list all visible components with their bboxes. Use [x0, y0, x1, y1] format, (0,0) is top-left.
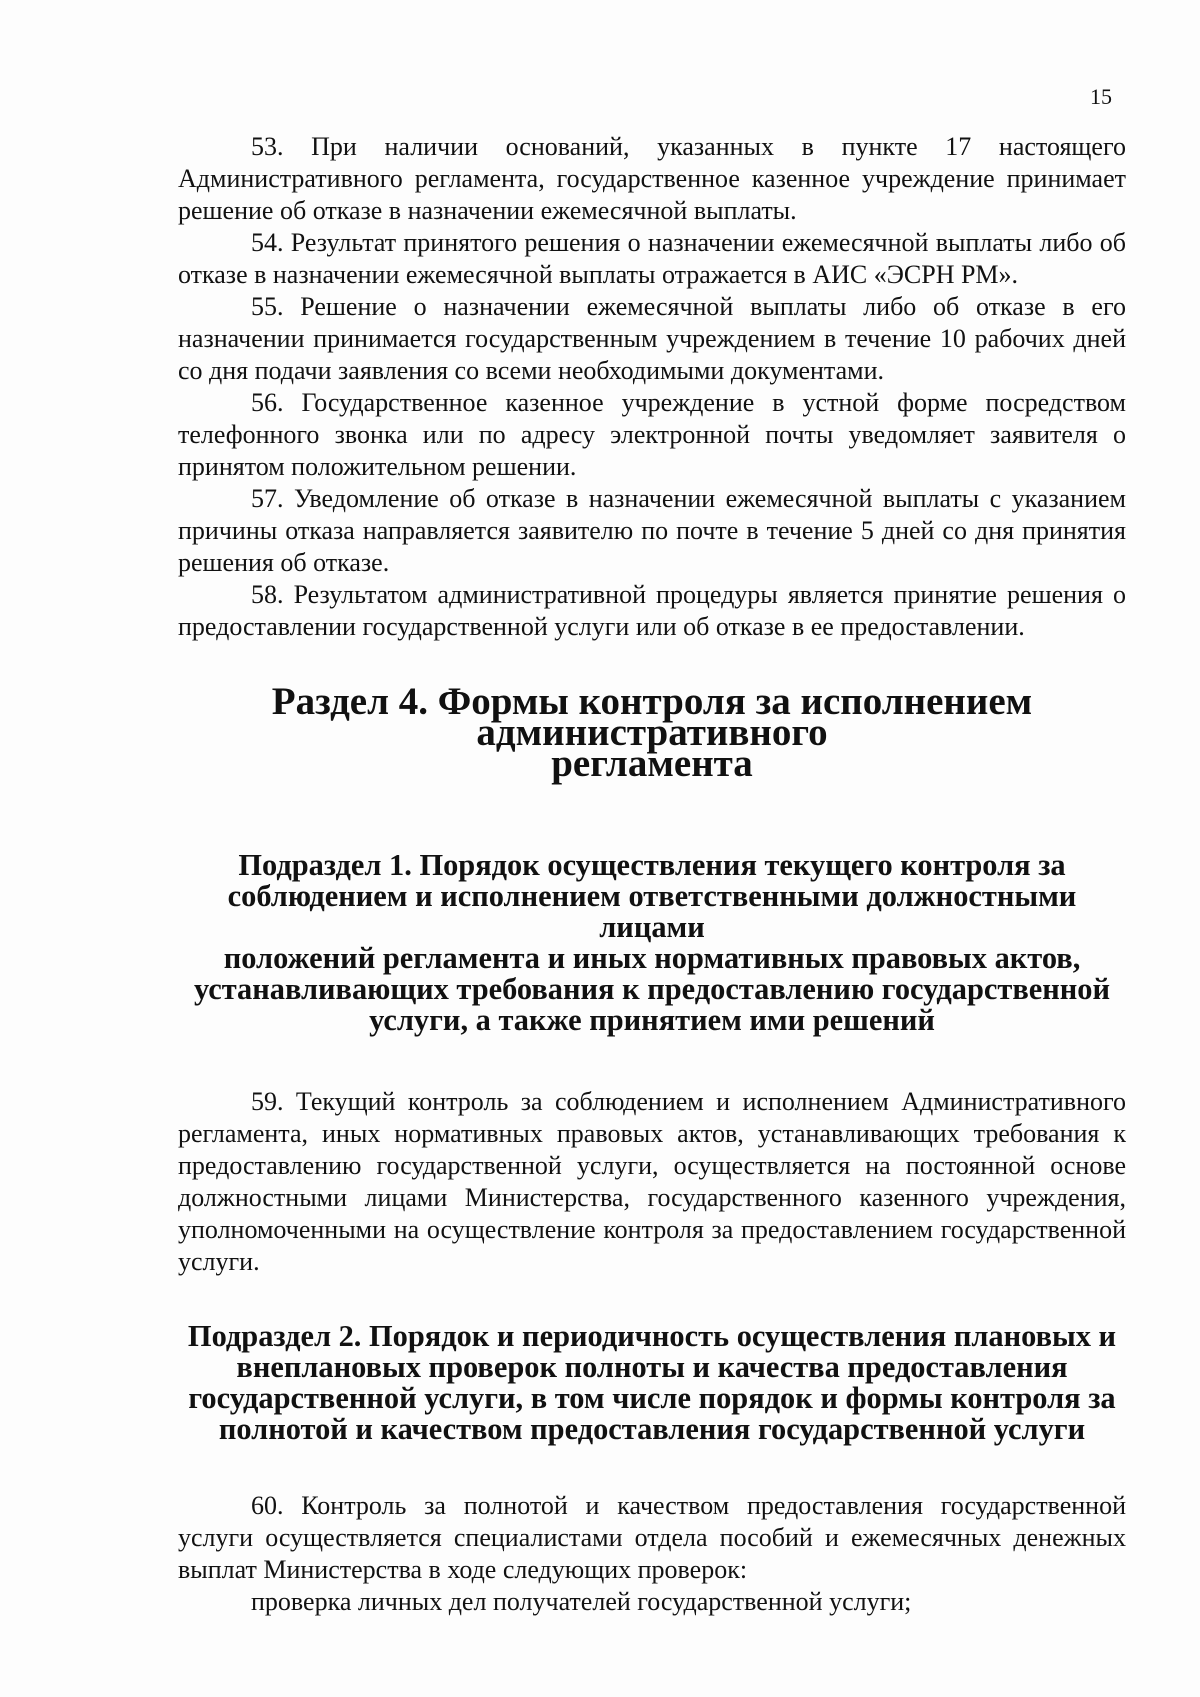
- paragraph-59: 59. Текущий контроль за соблюдением и исполнением Административного регламента, иных нормативных правовых актов, устанавливающих требования к предоставлению государственной услуги, осуществляется на постоянной основе должностными лицами Министерства, государственного казенного учреждения, уполномоченными на осуществление контроля за предоставлением государственной услуги.: [178, 1087, 1126, 1276]
- paragraph-55: 55. Решение о назначении ежемесячной выплаты либо об отказе в его назначении принимается государственным учреждением в течение 10 рабочих дней со дня подачи заявления со всеми необходимыми документами.: [178, 292, 1126, 385]
- subsection-2-heading: [178, 1321, 1126, 1445]
- subsection-2-heading-line: государственной услуги, в том числе порядок и формы контроля за: [188, 1381, 1116, 1415]
- list-item: проверка личных дел получателей государственной услуги;: [251, 1587, 912, 1616]
- page-content: [178, 131, 1126, 1618]
- paragraph-54: 54. Результат принятого решения о назначении ежемесячной выплаты либо об отказе в назначении ежемесячной выплаты отражается в АИС «ЭСРН РМ».: [178, 228, 1126, 289]
- subsection-2-heading-line: Подраздел 2. Порядок и периодичность осуществления плановых и: [187, 1319, 1117, 1353]
- subsection-1-heading-line: устанавливающих требования к предоставлению государственной: [193, 972, 1111, 1006]
- subsection-1-heading: [178, 850, 1126, 1036]
- subsection-1-heading-line: Подраздел 1. Порядок осуществления текущего контроля за: [238, 848, 1066, 882]
- paragraph-53: 53. При наличии оснований, указанных в пункте 17 настоящего Административного регламента, государственное казенное учреждение принимает решение об отказе в назначении ежемесячной выплаты.: [178, 132, 1126, 225]
- paragraph-58: 58. Результатом административной процедуры является принятие решения о предоставлении государственной услуги или об отказе в ее предоставлении.: [178, 580, 1126, 641]
- page-number: 15: [1090, 84, 1112, 109]
- subsection-1-heading-line: услуги, а также принятием ими решений: [369, 1003, 935, 1037]
- subsection-2-heading-line: внеплановых проверок полноты и качества предоставления: [236, 1350, 1068, 1384]
- paragraph-60: 60. Контроль за полнотой и качеством предоставления государственной услуги осуществляется специалистами отдела пособий и ежемесячных денежных выплат Министерства в ходе следующих проверок:: [178, 1491, 1126, 1584]
- subsection-1-heading-line: соблюдением и исполнением ответственными должностными лицами: [227, 879, 1077, 944]
- paragraph-57: 57. Уведомление об отказе в назначении ежемесячной выплаты с указанием причины отказа направляется заявителю по почте в течение 5 дней со дня принятия решения об отказе.: [178, 484, 1126, 577]
- paragraph-56: 56. Государственное казенное учреждение в устной форме посредством телефонного звонка или по адресу электронной почты уведомляет заявителя о принятом положительном решении.: [178, 388, 1126, 481]
- section-4-heading-line: Раздел 4. Формы контроля за исполнением административного: [271, 680, 1033, 754]
- section-4-heading: [178, 680, 1126, 785]
- subsection-1-heading-line: положений регламента и иных нормативных правовых актов,: [223, 941, 1081, 975]
- section-4-heading-line: регламента: [551, 742, 753, 785]
- subsection-2-heading-line: полнотой и качеством предоставления государственной услуги: [218, 1412, 1086, 1446]
